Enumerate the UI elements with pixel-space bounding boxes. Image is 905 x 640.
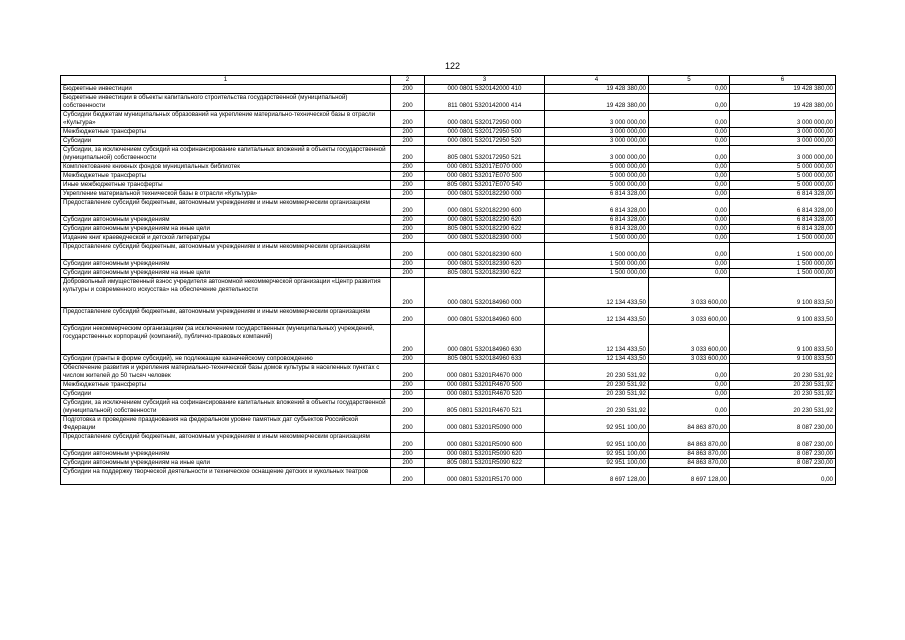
row-regional-amount-cell: 8 087 230,00 [730, 416, 836, 433]
row-name-cell: Субсидии автономным учреждениям [61, 216, 391, 225]
row-name-cell: Субсидии [61, 390, 391, 399]
row-code-cell: 200 [391, 325, 425, 355]
row-regional-amount-cell: 1 500 000,00 [730, 243, 836, 260]
row-code-cell: 200 [391, 459, 425, 468]
row-federal-amount-cell: 84 863 870,00 [649, 450, 730, 459]
row-name-cell: Укрепление материальной технической базы в отрасли «Культура» [61, 190, 391, 199]
row-federal-amount-cell: 0,00 [649, 390, 730, 399]
table-row [61, 390, 836, 399]
table-row [61, 225, 836, 234]
row-federal-amount-cell: 0,00 [649, 94, 730, 111]
row-name-cell: Субсидии бюджетам муниципальных образований на укрепление материально-технической базы в отрасли «Культура» [61, 111, 391, 128]
row-regional-amount-cell: 6 814 328,00 [730, 225, 836, 234]
row-federal-amount-cell: 0,00 [649, 234, 730, 243]
row-code-cell: 200 [391, 468, 425, 485]
row-code-cell: 200 [391, 85, 425, 94]
row-code-cell: 200 [391, 128, 425, 137]
row-regional-amount-cell: 8 087 230,00 [730, 450, 836, 459]
row-amount-cell: 6 814 328,00 [545, 216, 649, 225]
row-code-cell: 200 [391, 308, 425, 325]
row-federal-amount-cell: 0,00 [649, 163, 730, 172]
row-code-cell: 200 [391, 399, 425, 416]
row-code-cell: 200 [391, 450, 425, 459]
header-cell: 5 [649, 76, 730, 85]
row-code-cell: 200 [391, 172, 425, 181]
page-number: 122 [444, 61, 461, 71]
row-regional-amount-cell: 5 000 000,00 [730, 163, 836, 172]
table-row [61, 381, 836, 390]
row-code-cell: 200 [391, 433, 425, 450]
row-regional-amount-cell: 3 000 000,00 [730, 146, 836, 163]
row-name-cell: Субсидии автономным учреждениям на иные цели [61, 459, 391, 468]
row-kbk-cell: 000 0801 532017Е070 500 [425, 172, 545, 181]
row-amount-cell: 92 951 100,00 [545, 450, 649, 459]
row-kbk-cell: 000 0801 53201R5090 000 [425, 416, 545, 433]
row-federal-amount-cell: 0,00 [649, 85, 730, 94]
row-kbk-cell: 000 0801 5320182290 000 [425, 190, 545, 199]
row-regional-amount-cell: 9 100 833,50 [730, 355, 836, 364]
row-amount-cell: 12 134 433,50 [545, 325, 649, 355]
row-regional-amount-cell: 6 814 328,00 [730, 190, 836, 199]
row-kbk-cell: 805 0801 5320182390 622 [425, 269, 545, 278]
row-amount-cell: 6 814 328,00 [545, 225, 649, 234]
table-row [61, 137, 836, 146]
row-federal-amount-cell: 0,00 [649, 111, 730, 128]
row-amount-cell: 3 000 000,00 [545, 146, 649, 163]
row-kbk-cell: 805 0801 5320184960 633 [425, 355, 545, 364]
row-amount-cell: 3 000 000,00 [545, 111, 649, 128]
row-federal-amount-cell: 0,00 [649, 181, 730, 190]
row-amount-cell: 12 134 433,50 [545, 308, 649, 325]
row-federal-amount-cell: 3 033 600,00 [649, 308, 730, 325]
header-cell: 3 [425, 76, 545, 85]
row-kbk-cell: 000 0801 53201R5170 000 [425, 468, 545, 485]
row-regional-amount-cell: 20 230 531,92 [730, 390, 836, 399]
row-amount-cell: 1 500 000,00 [545, 269, 649, 278]
row-amount-cell: 3 000 000,00 [545, 137, 649, 146]
row-regional-amount-cell: 3 000 000,00 [730, 111, 836, 128]
row-federal-amount-cell: 84 863 870,00 [649, 433, 730, 450]
row-code-cell: 200 [391, 278, 425, 308]
row-kbk-cell: 000 0801 5320184960 630 [425, 325, 545, 355]
row-kbk-cell: 000 0801 5320182290 600 [425, 199, 545, 216]
row-federal-amount-cell: 0,00 [649, 269, 730, 278]
row-amount-cell: 20 230 531,92 [545, 381, 649, 390]
table-row [61, 278, 836, 308]
row-regional-amount-cell: 1 500 000,00 [730, 234, 836, 243]
row-regional-amount-cell: 5 000 000,00 [730, 172, 836, 181]
row-kbk-cell: 000 0801 5320182390 600 [425, 243, 545, 260]
row-code-cell: 200 [391, 216, 425, 225]
row-amount-cell: 3 000 000,00 [545, 128, 649, 137]
row-regional-amount-cell: 8 087 230,00 [730, 459, 836, 468]
row-name-cell: Предоставление субсидий бюджетным, автономным учреждениям и иным некоммерческим организациям [61, 308, 391, 325]
row-kbk-cell: 000 0801 5320184960 000 [425, 278, 545, 308]
table-row [61, 433, 836, 450]
row-name-cell: Иные межбюджетные трансферты [61, 181, 391, 190]
row-name-cell: Предоставление субсидий бюджетным, автономным учреждениям и иным некоммерческим организациям [61, 199, 391, 216]
row-regional-amount-cell: 19 428 380,00 [730, 85, 836, 94]
row-federal-amount-cell: 84 863 870,00 [649, 459, 730, 468]
table-row [61, 94, 836, 111]
row-code-cell: 200 [391, 355, 425, 364]
row-regional-amount-cell: 8 087 230,00 [730, 433, 836, 450]
row-amount-cell: 1 500 000,00 [545, 243, 649, 260]
row-kbk-cell: 000 0801 5320184960 600 [425, 308, 545, 325]
row-regional-amount-cell: 3 000 000,00 [730, 137, 836, 146]
table-row [61, 260, 836, 269]
table-row [61, 199, 836, 216]
row-federal-amount-cell: 84 863 870,00 [649, 416, 730, 433]
row-code-cell: 200 [391, 390, 425, 399]
row-name-cell: Бюджетные инвестиции [61, 85, 391, 94]
table-row [61, 243, 836, 260]
table-header-row [61, 76, 836, 85]
row-kbk-cell: 811 0801 5320142000 414 [425, 94, 545, 111]
table-row [61, 216, 836, 225]
table-row [61, 416, 836, 433]
row-federal-amount-cell: 0,00 [649, 260, 730, 269]
row-code-cell: 200 [391, 94, 425, 111]
table-row [61, 163, 836, 172]
row-code-cell: 200 [391, 364, 425, 381]
row-code-cell: 200 [391, 243, 425, 260]
table-row [61, 190, 836, 199]
row-kbk-cell: 000 0801 53201R5090 620 [425, 450, 545, 459]
row-name-cell: Предоставление субсидий бюджетным, автономным учреждениям и иным некоммерческим организациям [61, 243, 391, 260]
row-kbk-cell: 000 0801 5320172950 000 [425, 111, 545, 128]
row-kbk-cell: 805 0801 53201R5090 622 [425, 459, 545, 468]
row-amount-cell: 12 134 433,50 [545, 355, 649, 364]
table-row [61, 128, 836, 137]
row-code-cell: 200 [391, 269, 425, 278]
row-kbk-cell: 805 0801 532017Е070 540 [425, 181, 545, 190]
row-federal-amount-cell: 0,00 [649, 137, 730, 146]
row-name-cell: Субсидии автономным учреждениям на иные цели [61, 225, 391, 234]
row-regional-amount-cell: 9 100 833,50 [730, 325, 836, 355]
row-kbk-cell: 000 0801 53201R4670 500 [425, 381, 545, 390]
table-row [61, 355, 836, 364]
row-amount-cell: 19 428 380,00 [545, 94, 649, 111]
row-amount-cell: 12 134 433,50 [545, 278, 649, 308]
budget-table [60, 75, 836, 485]
row-regional-amount-cell: 9 100 833,50 [730, 278, 836, 308]
row-kbk-cell: 805 0801 5320172950 521 [425, 146, 545, 163]
row-name-cell: Комплектование книжных фондов муниципальных библиотек [61, 163, 391, 172]
row-kbk-cell: 000 0801 5320182390 620 [425, 260, 545, 269]
row-kbk-cell: 000 0801 5320142000 410 [425, 85, 545, 94]
row-amount-cell: 92 951 100,00 [545, 459, 649, 468]
row-amount-cell: 1 500 000,00 [545, 260, 649, 269]
row-name-cell: Субсидии, за исключением субсидий на софинансирование капитальных вложений в объекты государственной (муниципальной) собственности [61, 146, 391, 163]
row-federal-amount-cell: 0,00 [649, 216, 730, 225]
row-name-cell: Межбюджетные трансферты [61, 128, 391, 137]
table-row [61, 234, 836, 243]
row-code-cell: 200 [391, 181, 425, 190]
row-federal-amount-cell: 0,00 [649, 243, 730, 260]
row-regional-amount-cell: 19 428 380,00 [730, 94, 836, 111]
row-kbk-cell: 000 0801 532017Е070 000 [425, 163, 545, 172]
row-amount-cell: 5 000 000,00 [545, 172, 649, 181]
row-regional-amount-cell: 6 814 328,00 [730, 216, 836, 225]
row-name-cell: Субсидии автономным учреждениям [61, 260, 391, 269]
row-amount-cell: 20 230 531,92 [545, 390, 649, 399]
row-kbk-cell: 000 0801 5320182290 620 [425, 216, 545, 225]
row-amount-cell: 19 428 380,00 [545, 85, 649, 94]
row-federal-amount-cell: 0,00 [649, 128, 730, 137]
row-name-cell: Издание книг краеведческой и детской литературы [61, 234, 391, 243]
row-name-cell: Субсидии [61, 137, 391, 146]
row-regional-amount-cell: 1 500 000,00 [730, 260, 836, 269]
header-cell: 1 [61, 76, 391, 85]
row-code-cell: 200 [391, 137, 425, 146]
table-row [61, 364, 836, 381]
row-name-cell: Субсидии автономным учреждениям на иные цели [61, 269, 391, 278]
header-cell: 4 [545, 76, 649, 85]
row-name-cell: Субсидии на поддержку творческой деятельности и техническое оснащение детских и кукольных театров [61, 468, 391, 485]
table-row [61, 468, 836, 485]
row-name-cell: Обеспечение развития и укрепления материально-технической базы домов культуры в населенных пунктах с числом жителей до 50 тысяч человек [61, 364, 391, 381]
row-kbk-cell: 000 0801 5320182390 000 [425, 234, 545, 243]
row-name-cell: Бюджетные инвестиции в объекты капитального строительства государственной (муниципальной) собственности [61, 94, 391, 111]
row-code-cell: 200 [391, 163, 425, 172]
table-row [61, 399, 836, 416]
row-name-cell: Субсидии автономным учреждениям [61, 450, 391, 459]
row-name-cell: Субсидии некоммерческим организациям (за исключением государственных (муниципальных) учреждений, государственных корпораций (компаний), публично-правовых компаний) [61, 325, 391, 355]
row-code-cell: 200 [391, 199, 425, 216]
row-amount-cell: 5 000 000,00 [545, 181, 649, 190]
row-federal-amount-cell: 3 033 600,00 [649, 278, 730, 308]
table-row [61, 111, 836, 128]
row-federal-amount-cell: 0,00 [649, 199, 730, 216]
table-row [61, 181, 836, 190]
row-regional-amount-cell: 6 814 328,00 [730, 199, 836, 216]
row-amount-cell: 6 814 328,00 [545, 190, 649, 199]
row-federal-amount-cell: 0,00 [649, 381, 730, 390]
row-regional-amount-cell: 1 500 000,00 [730, 269, 836, 278]
row-code-cell: 200 [391, 111, 425, 128]
table-row [61, 269, 836, 278]
row-name-cell: Межбюджетные трансферты [61, 172, 391, 181]
row-name-cell: Межбюджетные трансферты [61, 381, 391, 390]
row-federal-amount-cell: 3 033 600,00 [649, 355, 730, 364]
row-amount-cell: 20 230 531,92 [545, 364, 649, 381]
table-row [61, 85, 836, 94]
table-row [61, 450, 836, 459]
row-kbk-cell: 000 0801 53201R4670 000 [425, 364, 545, 381]
row-regional-amount-cell: 0,00 [730, 468, 836, 485]
row-code-cell: 200 [391, 260, 425, 269]
row-code-cell: 200 [391, 234, 425, 243]
table-row [61, 308, 836, 325]
row-regional-amount-cell: 9 100 833,50 [730, 308, 836, 325]
row-federal-amount-cell: 8 697 128,00 [649, 468, 730, 485]
row-federal-amount-cell: 0,00 [649, 146, 730, 163]
row-name-cell: Добровольный имущественный взнос учредителя автономной некоммерческой организации «Центр развития культуры и современного искусства» на обеспечение деятельности [61, 278, 391, 308]
row-kbk-cell: 000 0801 53201R5090 600 [425, 433, 545, 450]
row-amount-cell: 5 000 000,00 [545, 163, 649, 172]
row-kbk-cell: 000 0801 5320172950 500 [425, 128, 545, 137]
row-kbk-cell: 805 0801 5320182290 622 [425, 225, 545, 234]
header-cell: 6 [730, 76, 836, 85]
row-federal-amount-cell: 3 033 600,00 [649, 325, 730, 355]
row-code-cell: 200 [391, 225, 425, 234]
row-name-cell: Субсидии (гранты в форме субсидий), не подлежащие казначейскому сопровождению [61, 355, 391, 364]
row-federal-amount-cell: 0,00 [649, 172, 730, 181]
row-code-cell: 200 [391, 146, 425, 163]
row-regional-amount-cell: 5 000 000,00 [730, 181, 836, 190]
row-kbk-cell: 000 0801 53201R4670 520 [425, 390, 545, 399]
row-amount-cell: 20 230 531,92 [545, 399, 649, 416]
row-name-cell: Предоставление субсидий бюджетным, автономным учреждениям и иным некоммерческим организациям [61, 433, 391, 450]
table-row [61, 172, 836, 181]
table-row [61, 146, 836, 163]
row-regional-amount-cell: 20 230 531,92 [730, 399, 836, 416]
row-name-cell: Подготовка и проведение празднования на федеральном уровне памятных дат субъектов Российской Федерации [61, 416, 391, 433]
row-code-cell: 200 [391, 416, 425, 433]
row-code-cell: 200 [391, 190, 425, 199]
table-row [61, 325, 836, 355]
row-amount-cell: 1 500 000,00 [545, 234, 649, 243]
row-amount-cell: 6 814 328,00 [545, 199, 649, 216]
row-amount-cell: 92 951 100,00 [545, 433, 649, 450]
row-amount-cell: 8 697 128,00 [545, 468, 649, 485]
row-federal-amount-cell: 0,00 [649, 190, 730, 199]
header-cell: 2 [391, 76, 425, 85]
row-code-cell: 200 [391, 381, 425, 390]
row-amount-cell: 92 951 100,00 [545, 416, 649, 433]
row-kbk-cell: 805 0801 53201R4670 521 [425, 399, 545, 416]
row-federal-amount-cell: 0,00 [649, 399, 730, 416]
row-federal-amount-cell: 0,00 [649, 364, 730, 381]
row-regional-amount-cell: 3 000 000,00 [730, 128, 836, 137]
row-regional-amount-cell: 20 230 531,92 [730, 381, 836, 390]
row-name-cell: Субсидии, за исключением субсидий на софинансирование капитальных вложений в объекты государственной (муниципальной) собственности [61, 399, 391, 416]
row-federal-amount-cell: 0,00 [649, 225, 730, 234]
table-row [61, 459, 836, 468]
row-regional-amount-cell: 20 230 531,92 [730, 364, 836, 381]
row-kbk-cell: 000 0801 5320172950 520 [425, 137, 545, 146]
